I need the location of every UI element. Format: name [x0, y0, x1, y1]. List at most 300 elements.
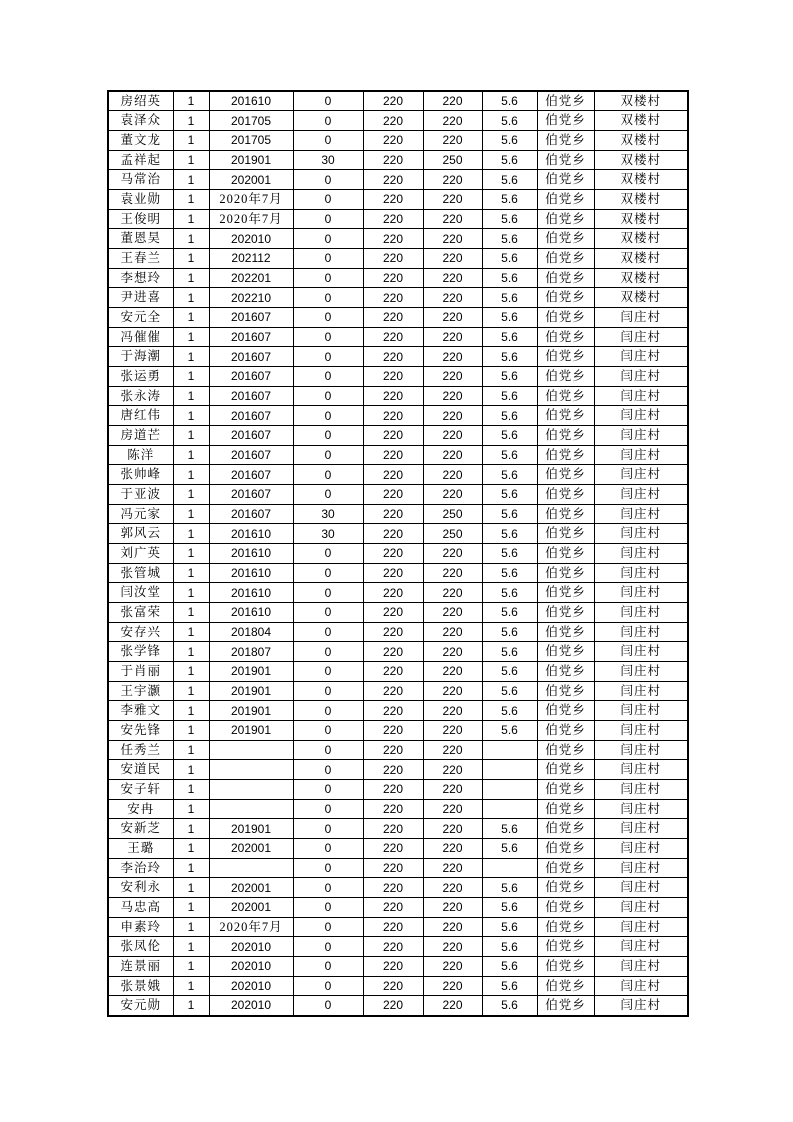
cell-count: 1 — [173, 642, 209, 662]
cell-count: 1 — [173, 445, 209, 465]
cell-village: 双楼村 — [594, 229, 688, 249]
cell-village: 双楼村 — [594, 91, 688, 111]
cell-rate: 5.6 — [482, 386, 537, 406]
cell-period: 201610 — [209, 583, 293, 603]
cell-period: 201901 — [209, 721, 293, 741]
cell-village: 闫庄村 — [594, 976, 688, 996]
cell-person-name: 马忠高 — [108, 898, 173, 918]
cell-total-amount: 220 — [423, 898, 482, 918]
cell-township: 伯党乡 — [537, 366, 594, 386]
cell-total-amount: 220 — [423, 583, 482, 603]
cell-adjust-amount: 0 — [293, 976, 363, 996]
table-row — [108, 661, 688, 681]
cell-person-name: 陈洋 — [108, 445, 173, 465]
cell-period: 201610 — [209, 563, 293, 583]
cell-base-amount: 220 — [363, 661, 423, 681]
cell-total-amount: 220 — [423, 189, 482, 209]
cell-base-amount: 220 — [363, 288, 423, 308]
cell-township: 伯党乡 — [537, 681, 594, 701]
cell-person-name: 于肖丽 — [108, 661, 173, 681]
cell-rate — [482, 780, 537, 800]
cell-period: 201901 — [209, 661, 293, 681]
cell-adjust-amount: 0 — [293, 543, 363, 563]
cell-village: 闫庄村 — [594, 760, 688, 780]
table-row — [108, 170, 688, 190]
cell-count: 1 — [173, 839, 209, 859]
cell-base-amount: 220 — [363, 642, 423, 662]
table-row — [108, 425, 688, 445]
table-row — [108, 130, 688, 150]
cell-total-amount: 250 — [423, 504, 482, 524]
cell-base-amount: 220 — [363, 229, 423, 249]
cell-base-amount: 220 — [363, 248, 423, 268]
payment-table — [107, 90, 689, 1017]
cell-rate: 5.6 — [482, 839, 537, 859]
cell-count: 1 — [173, 780, 209, 800]
cell-rate: 5.6 — [482, 229, 537, 249]
cell-count: 1 — [173, 917, 209, 937]
cell-period: 202010 — [209, 976, 293, 996]
cell-adjust-amount: 0 — [293, 681, 363, 701]
cell-total-amount: 220 — [423, 996, 482, 1016]
cell-person-name: 李雅文 — [108, 701, 173, 721]
cell-person-name: 尹进喜 — [108, 288, 173, 308]
cell-township: 伯党乡 — [537, 858, 594, 878]
cell-rate: 5.6 — [482, 721, 537, 741]
cell-rate: 5.6 — [482, 937, 537, 957]
cell-count: 1 — [173, 543, 209, 563]
cell-total-amount: 220 — [423, 622, 482, 642]
cell-village: 闫庄村 — [594, 347, 688, 367]
cell-count: 1 — [173, 878, 209, 898]
cell-person-name: 张管城 — [108, 563, 173, 583]
cell-township: 伯党乡 — [537, 229, 594, 249]
cell-base-amount: 220 — [363, 957, 423, 977]
cell-count: 1 — [173, 366, 209, 386]
cell-township: 伯党乡 — [537, 721, 594, 741]
cell-rate: 5.6 — [482, 209, 537, 229]
cell-period: 202001 — [209, 898, 293, 918]
cell-rate: 5.6 — [482, 268, 537, 288]
cell-base-amount: 220 — [363, 701, 423, 721]
cell-total-amount: 220 — [423, 957, 482, 977]
cell-township: 伯党乡 — [537, 819, 594, 839]
table-row — [108, 839, 688, 859]
cell-period: 201901 — [209, 681, 293, 701]
cell-rate: 5.6 — [482, 543, 537, 563]
cell-village: 闫庄村 — [594, 307, 688, 327]
cell-adjust-amount: 0 — [293, 307, 363, 327]
cell-township: 伯党乡 — [537, 248, 594, 268]
cell-rate: 5.6 — [482, 819, 537, 839]
cell-period: 202010 — [209, 957, 293, 977]
table-row — [108, 721, 688, 741]
cell-person-name: 房绍英 — [108, 91, 173, 111]
cell-total-amount: 220 — [423, 878, 482, 898]
cell-person-name: 王璐 — [108, 839, 173, 859]
cell-total-amount: 220 — [423, 248, 482, 268]
cell-person-name: 唐红伟 — [108, 406, 173, 426]
cell-total-amount: 220 — [423, 799, 482, 819]
cell-township: 伯党乡 — [537, 583, 594, 603]
cell-count: 1 — [173, 111, 209, 131]
cell-count: 1 — [173, 288, 209, 308]
cell-person-name: 安冉 — [108, 799, 173, 819]
cell-count: 1 — [173, 189, 209, 209]
table-row — [108, 701, 688, 721]
cell-township: 伯党乡 — [537, 917, 594, 937]
cell-person-name: 张运勇 — [108, 366, 173, 386]
cell-total-amount: 220 — [423, 386, 482, 406]
cell-adjust-amount: 0 — [293, 583, 363, 603]
cell-base-amount: 220 — [363, 898, 423, 918]
cell-base-amount: 220 — [363, 976, 423, 996]
table-row — [108, 248, 688, 268]
cell-adjust-amount: 0 — [293, 484, 363, 504]
cell-village: 闫庄村 — [594, 563, 688, 583]
cell-village: 闫庄村 — [594, 996, 688, 1016]
cell-rate: 5.6 — [482, 425, 537, 445]
cell-period: 201610 — [209, 543, 293, 563]
table-row — [108, 937, 688, 957]
cell-count: 1 — [173, 504, 209, 524]
table-body — [108, 91, 688, 1016]
table-row — [108, 229, 688, 249]
cell-count: 1 — [173, 721, 209, 741]
cell-village: 闫庄村 — [594, 622, 688, 642]
cell-adjust-amount: 30 — [293, 150, 363, 170]
cell-count: 1 — [173, 406, 209, 426]
cell-person-name: 刘广英 — [108, 543, 173, 563]
cell-total-amount: 220 — [423, 760, 482, 780]
cell-adjust-amount: 30 — [293, 504, 363, 524]
cell-person-name: 李想玲 — [108, 268, 173, 288]
cell-township: 伯党乡 — [537, 563, 594, 583]
cell-township: 伯党乡 — [537, 209, 594, 229]
table-row — [108, 642, 688, 662]
cell-count: 1 — [173, 347, 209, 367]
cell-adjust-amount: 0 — [293, 996, 363, 1016]
cell-person-name: 张景娥 — [108, 976, 173, 996]
cell-period: 201901 — [209, 150, 293, 170]
cell-person-name: 于亚波 — [108, 484, 173, 504]
cell-rate: 5.6 — [482, 563, 537, 583]
cell-township: 伯党乡 — [537, 268, 594, 288]
cell-village: 双楼村 — [594, 288, 688, 308]
cell-rate: 5.6 — [482, 111, 537, 131]
cell-village: 闫庄村 — [594, 858, 688, 878]
cell-rate: 5.6 — [482, 366, 537, 386]
cell-township: 伯党乡 — [537, 130, 594, 150]
cell-count: 1 — [173, 465, 209, 485]
cell-base-amount: 220 — [363, 366, 423, 386]
cell-person-name: 李治玲 — [108, 858, 173, 878]
cell-period: 201607 — [209, 366, 293, 386]
cell-person-name: 王宇灏 — [108, 681, 173, 701]
cell-person-name: 安元勋 — [108, 996, 173, 1016]
cell-count: 1 — [173, 484, 209, 504]
cell-village: 双楼村 — [594, 248, 688, 268]
cell-person-name: 冯催催 — [108, 327, 173, 347]
cell-person-name: 冯元家 — [108, 504, 173, 524]
cell-village: 闫庄村 — [594, 799, 688, 819]
cell-adjust-amount: 0 — [293, 878, 363, 898]
cell-base-amount: 220 — [363, 740, 423, 760]
cell-base-amount: 220 — [363, 268, 423, 288]
cell-village: 闫庄村 — [594, 819, 688, 839]
cell-township: 伯党乡 — [537, 111, 594, 131]
cell-rate: 5.6 — [482, 406, 537, 426]
cell-count: 1 — [173, 898, 209, 918]
cell-village: 闫庄村 — [594, 898, 688, 918]
cell-count: 1 — [173, 327, 209, 347]
cell-base-amount: 220 — [363, 819, 423, 839]
cell-person-name: 郭风云 — [108, 524, 173, 544]
cell-period: 201607 — [209, 386, 293, 406]
cell-adjust-amount: 0 — [293, 661, 363, 681]
cell-township: 伯党乡 — [537, 307, 594, 327]
cell-total-amount: 220 — [423, 347, 482, 367]
cell-township: 伯党乡 — [537, 602, 594, 622]
cell-village: 闫庄村 — [594, 780, 688, 800]
table-row — [108, 366, 688, 386]
cell-base-amount: 220 — [363, 445, 423, 465]
cell-person-name: 安先锋 — [108, 721, 173, 741]
cell-period: 201607 — [209, 406, 293, 426]
cell-adjust-amount: 0 — [293, 858, 363, 878]
cell-adjust-amount: 0 — [293, 898, 363, 918]
table-row — [108, 189, 688, 209]
cell-base-amount: 220 — [363, 327, 423, 347]
cell-township: 伯党乡 — [537, 445, 594, 465]
cell-person-name: 张凤伦 — [108, 937, 173, 957]
cell-period: 201607 — [209, 484, 293, 504]
cell-adjust-amount: 0 — [293, 209, 363, 229]
cell-rate: 5.6 — [482, 996, 537, 1016]
cell-total-amount: 220 — [423, 425, 482, 445]
cell-village: 闫庄村 — [594, 602, 688, 622]
cell-base-amount: 220 — [363, 937, 423, 957]
table-row — [108, 209, 688, 229]
cell-village: 闫庄村 — [594, 583, 688, 603]
cell-person-name: 张学锋 — [108, 642, 173, 662]
cell-person-name: 安利永 — [108, 878, 173, 898]
cell-rate: 5.6 — [482, 170, 537, 190]
cell-total-amount: 220 — [423, 661, 482, 681]
cell-count: 1 — [173, 170, 209, 190]
cell-village: 双楼村 — [594, 130, 688, 150]
cell-village: 闫庄村 — [594, 839, 688, 859]
cell-person-name: 任秀兰 — [108, 740, 173, 760]
table-row — [108, 445, 688, 465]
cell-base-amount: 220 — [363, 839, 423, 859]
cell-count: 1 — [173, 209, 209, 229]
cell-rate: 5.6 — [482, 957, 537, 977]
cell-rate — [482, 858, 537, 878]
cell-rate — [482, 760, 537, 780]
cell-total-amount: 220 — [423, 976, 482, 996]
cell-base-amount: 220 — [363, 386, 423, 406]
cell-rate: 5.6 — [482, 602, 537, 622]
cell-township: 伯党乡 — [537, 976, 594, 996]
cell-adjust-amount: 0 — [293, 229, 363, 249]
cell-count: 1 — [173, 583, 209, 603]
cell-period: 202001 — [209, 839, 293, 859]
cell-township: 伯党乡 — [537, 661, 594, 681]
cell-period: 201610 — [209, 524, 293, 544]
cell-count: 1 — [173, 386, 209, 406]
cell-total-amount: 220 — [423, 288, 482, 308]
table-row — [108, 347, 688, 367]
cell-adjust-amount: 0 — [293, 760, 363, 780]
cell-period: 202010 — [209, 937, 293, 957]
table-row — [108, 150, 688, 170]
table-row — [108, 543, 688, 563]
table-row — [108, 406, 688, 426]
cell-adjust-amount: 0 — [293, 819, 363, 839]
cell-base-amount: 220 — [363, 681, 423, 701]
table-row — [108, 268, 688, 288]
cell-period: 202001 — [209, 170, 293, 190]
table-row — [108, 583, 688, 603]
cell-rate: 5.6 — [482, 189, 537, 209]
table-row — [108, 602, 688, 622]
cell-township: 伯党乡 — [537, 347, 594, 367]
table-row — [108, 917, 688, 937]
cell-base-amount: 220 — [363, 425, 423, 445]
cell-period — [209, 740, 293, 760]
cell-person-name: 房道芒 — [108, 425, 173, 445]
cell-adjust-amount: 0 — [293, 327, 363, 347]
cell-total-amount: 220 — [423, 170, 482, 190]
cell-total-amount: 220 — [423, 484, 482, 504]
cell-adjust-amount: 0 — [293, 917, 363, 937]
cell-rate: 5.6 — [482, 347, 537, 367]
cell-township: 伯党乡 — [537, 996, 594, 1016]
cell-total-amount: 220 — [423, 839, 482, 859]
table-row — [108, 760, 688, 780]
cell-township: 伯党乡 — [537, 189, 594, 209]
table-row — [108, 858, 688, 878]
cell-village: 双楼村 — [594, 150, 688, 170]
cell-count: 1 — [173, 563, 209, 583]
cell-count: 1 — [173, 425, 209, 445]
cell-person-name: 孟祥起 — [108, 150, 173, 170]
cell-person-name: 张帅峰 — [108, 465, 173, 485]
cell-township: 伯党乡 — [537, 504, 594, 524]
cell-village: 双楼村 — [594, 209, 688, 229]
cell-adjust-amount: 0 — [293, 622, 363, 642]
cell-rate: 5.6 — [482, 701, 537, 721]
cell-rate: 5.6 — [482, 465, 537, 485]
cell-period: 202112 — [209, 248, 293, 268]
cell-base-amount: 220 — [363, 170, 423, 190]
cell-total-amount: 220 — [423, 780, 482, 800]
cell-total-amount: 220 — [423, 111, 482, 131]
cell-total-amount: 220 — [423, 563, 482, 583]
cell-count: 1 — [173, 976, 209, 996]
cell-adjust-amount: 0 — [293, 563, 363, 583]
cell-base-amount: 220 — [363, 91, 423, 111]
cell-rate: 5.6 — [482, 484, 537, 504]
cell-rate: 5.6 — [482, 898, 537, 918]
cell-period: 2020年7月 — [209, 189, 293, 209]
cell-village: 闫庄村 — [594, 484, 688, 504]
cell-adjust-amount: 0 — [293, 91, 363, 111]
cell-adjust-amount: 0 — [293, 111, 363, 131]
cell-count: 1 — [173, 740, 209, 760]
cell-period: 201610 — [209, 602, 293, 622]
cell-person-name: 马常治 — [108, 170, 173, 190]
cell-township: 伯党乡 — [537, 524, 594, 544]
cell-rate: 5.6 — [482, 583, 537, 603]
table-row — [108, 740, 688, 760]
cell-township: 伯党乡 — [537, 878, 594, 898]
cell-base-amount: 220 — [363, 799, 423, 819]
cell-village: 闫庄村 — [594, 937, 688, 957]
cell-total-amount: 220 — [423, 819, 482, 839]
cell-rate: 5.6 — [482, 307, 537, 327]
cell-total-amount: 220 — [423, 268, 482, 288]
cell-township: 伯党乡 — [537, 288, 594, 308]
cell-period: 201610 — [209, 91, 293, 111]
cell-total-amount: 220 — [423, 917, 482, 937]
cell-count: 1 — [173, 661, 209, 681]
cell-person-name: 董文龙 — [108, 130, 173, 150]
cell-person-name: 安元全 — [108, 307, 173, 327]
cell-person-name: 王春兰 — [108, 248, 173, 268]
cell-base-amount: 220 — [363, 602, 423, 622]
cell-period — [209, 760, 293, 780]
cell-count: 1 — [173, 760, 209, 780]
cell-count: 1 — [173, 799, 209, 819]
cell-village: 双楼村 — [594, 170, 688, 190]
cell-count: 1 — [173, 996, 209, 1016]
cell-adjust-amount: 0 — [293, 780, 363, 800]
cell-rate — [482, 740, 537, 760]
cell-period: 201607 — [209, 347, 293, 367]
cell-count: 1 — [173, 681, 209, 701]
cell-township: 伯党乡 — [537, 740, 594, 760]
cell-period: 2020年7月 — [209, 209, 293, 229]
table-row — [108, 91, 688, 111]
cell-base-amount: 220 — [363, 996, 423, 1016]
cell-adjust-amount: 30 — [293, 524, 363, 544]
cell-period: 201607 — [209, 327, 293, 347]
cell-period — [209, 799, 293, 819]
cell-base-amount: 220 — [363, 721, 423, 741]
cell-village: 闫庄村 — [594, 386, 688, 406]
cell-rate: 5.6 — [482, 661, 537, 681]
cell-township: 伯党乡 — [537, 327, 594, 347]
table-row — [108, 524, 688, 544]
cell-period: 201705 — [209, 130, 293, 150]
table-row — [108, 819, 688, 839]
cell-total-amount: 220 — [423, 465, 482, 485]
cell-period: 202210 — [209, 288, 293, 308]
cell-base-amount: 220 — [363, 307, 423, 327]
cell-adjust-amount: 0 — [293, 130, 363, 150]
cell-base-amount: 220 — [363, 347, 423, 367]
cell-township: 伯党乡 — [537, 150, 594, 170]
table-row — [108, 878, 688, 898]
cell-count: 1 — [173, 248, 209, 268]
cell-village: 闫庄村 — [594, 425, 688, 445]
cell-village: 闫庄村 — [594, 661, 688, 681]
cell-period: 201607 — [209, 307, 293, 327]
cell-count: 1 — [173, 307, 209, 327]
cell-person-name: 安存兴 — [108, 622, 173, 642]
